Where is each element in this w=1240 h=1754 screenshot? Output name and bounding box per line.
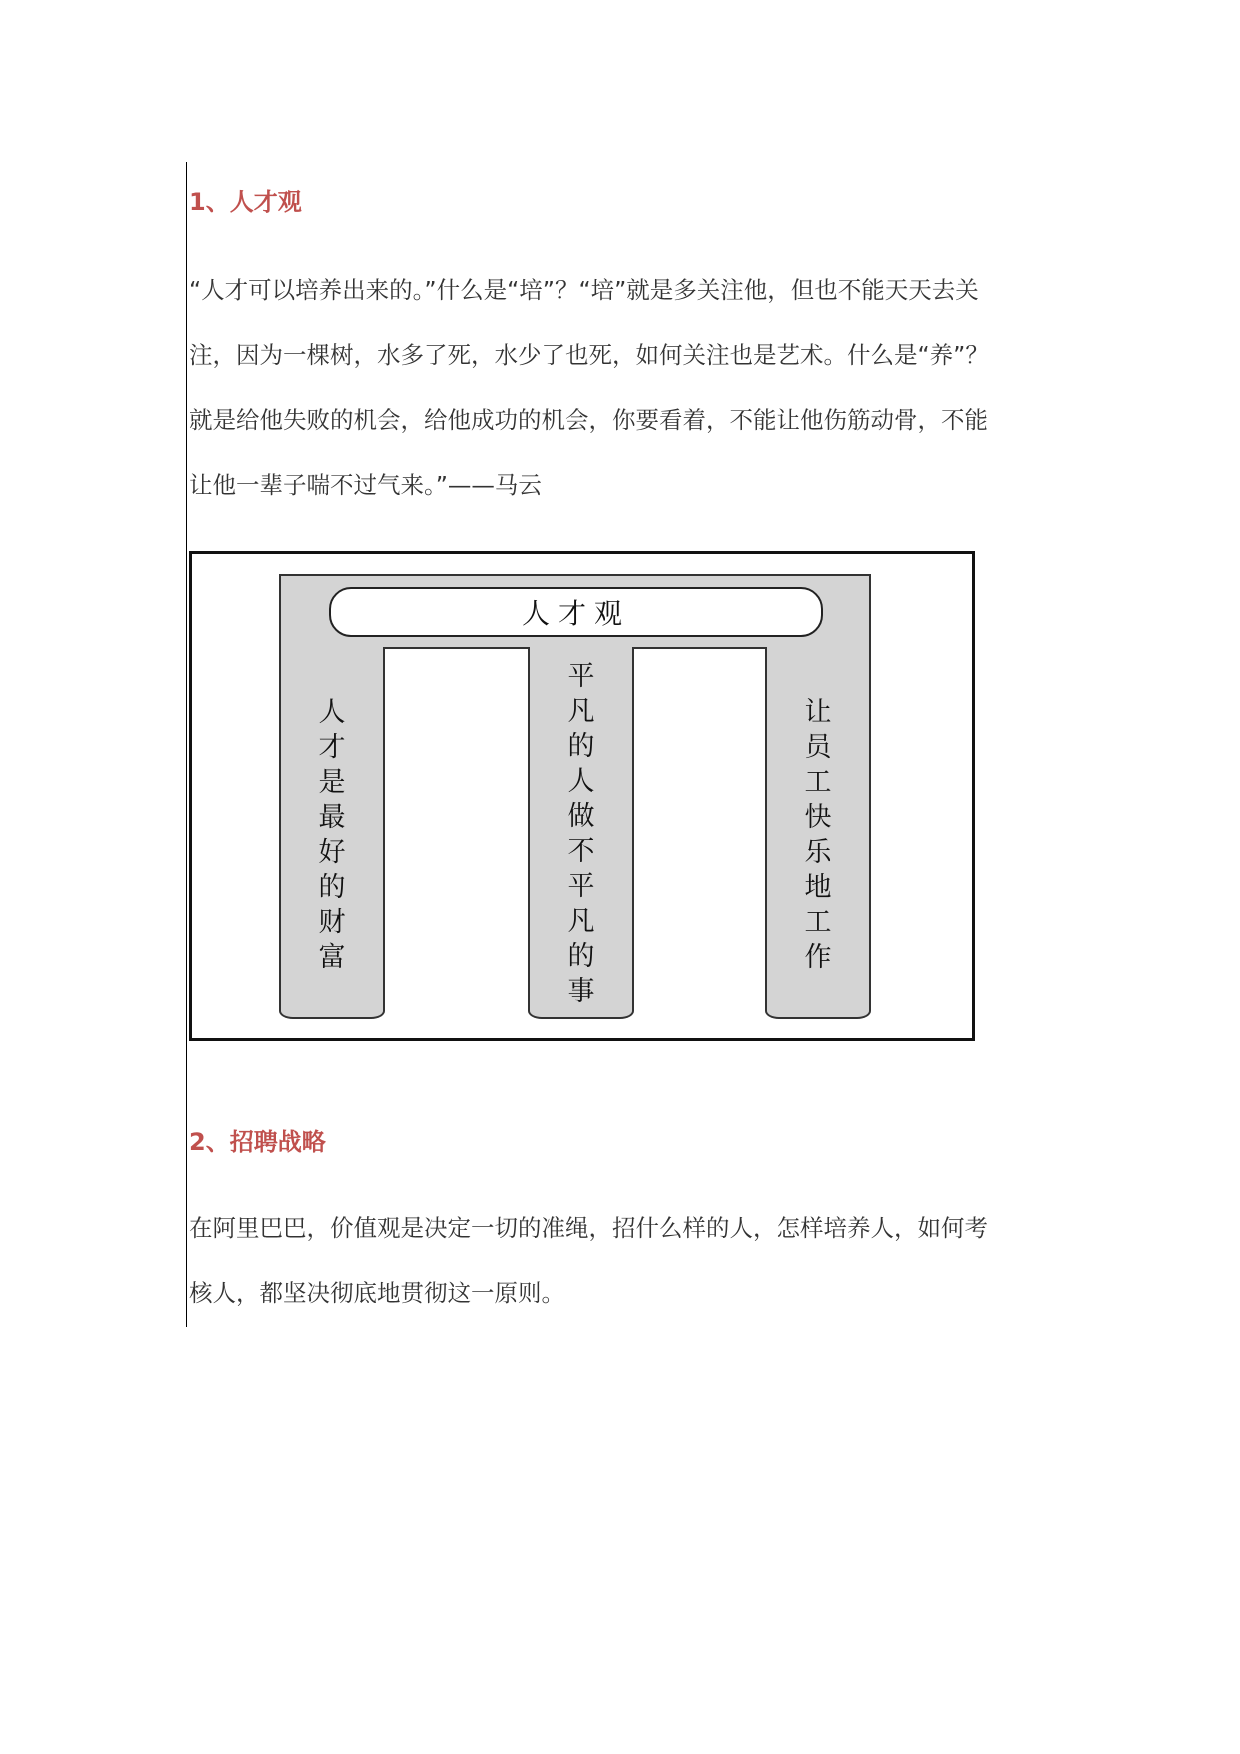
paragraph-line: 让他一辈子喘不过气来。”——马云 (189, 471, 542, 499)
pillar-text: 让 员 工 快 乐 地 工 作 (804, 697, 832, 973)
section-1-paragraph (189, 258, 1059, 518)
paragraph-line: 就是给他失败的机会，给他成功的机会，你要看着，不能让他伤筋动骨，不能 (189, 406, 988, 434)
diagram-title: 人才观 (329, 587, 823, 637)
pillar-left (279, 647, 385, 1019)
section-2-paragraph (189, 1196, 1059, 1326)
pillar-center (528, 647, 634, 1019)
diagram-beam (279, 574, 871, 649)
pillar-text: 人 才 是 最 好 的 财 富 (318, 697, 346, 973)
pillar-right (765, 647, 871, 1019)
paragraph-line: 注，因为一棵树，水多了死，水少了也死，如何关注也是艺术。什么是“养”？ (189, 341, 989, 369)
pillar-text: 平 凡 的 人 做 不 平 凡 的 事 (567, 661, 595, 1007)
section-2-heading: 2、招聘战略 (189, 1128, 326, 1156)
talent-view-diagram (189, 551, 975, 1041)
section-1-heading: 1、人才观 (189, 188, 302, 216)
paragraph-line: “人才可以培养出来的。”什么是“培”？“培”就是多关注他，但也不能天天去关 (189, 276, 979, 304)
left-margin-rule (186, 162, 187, 1327)
paragraph-line: 在阿里巴巴，价值观是决定一切的准绳，招什么样的人，怎样培养人，如何考 (189, 1214, 988, 1242)
paragraph-line: 核人，都坚决彻底地贯彻这一原则。 (189, 1279, 565, 1307)
